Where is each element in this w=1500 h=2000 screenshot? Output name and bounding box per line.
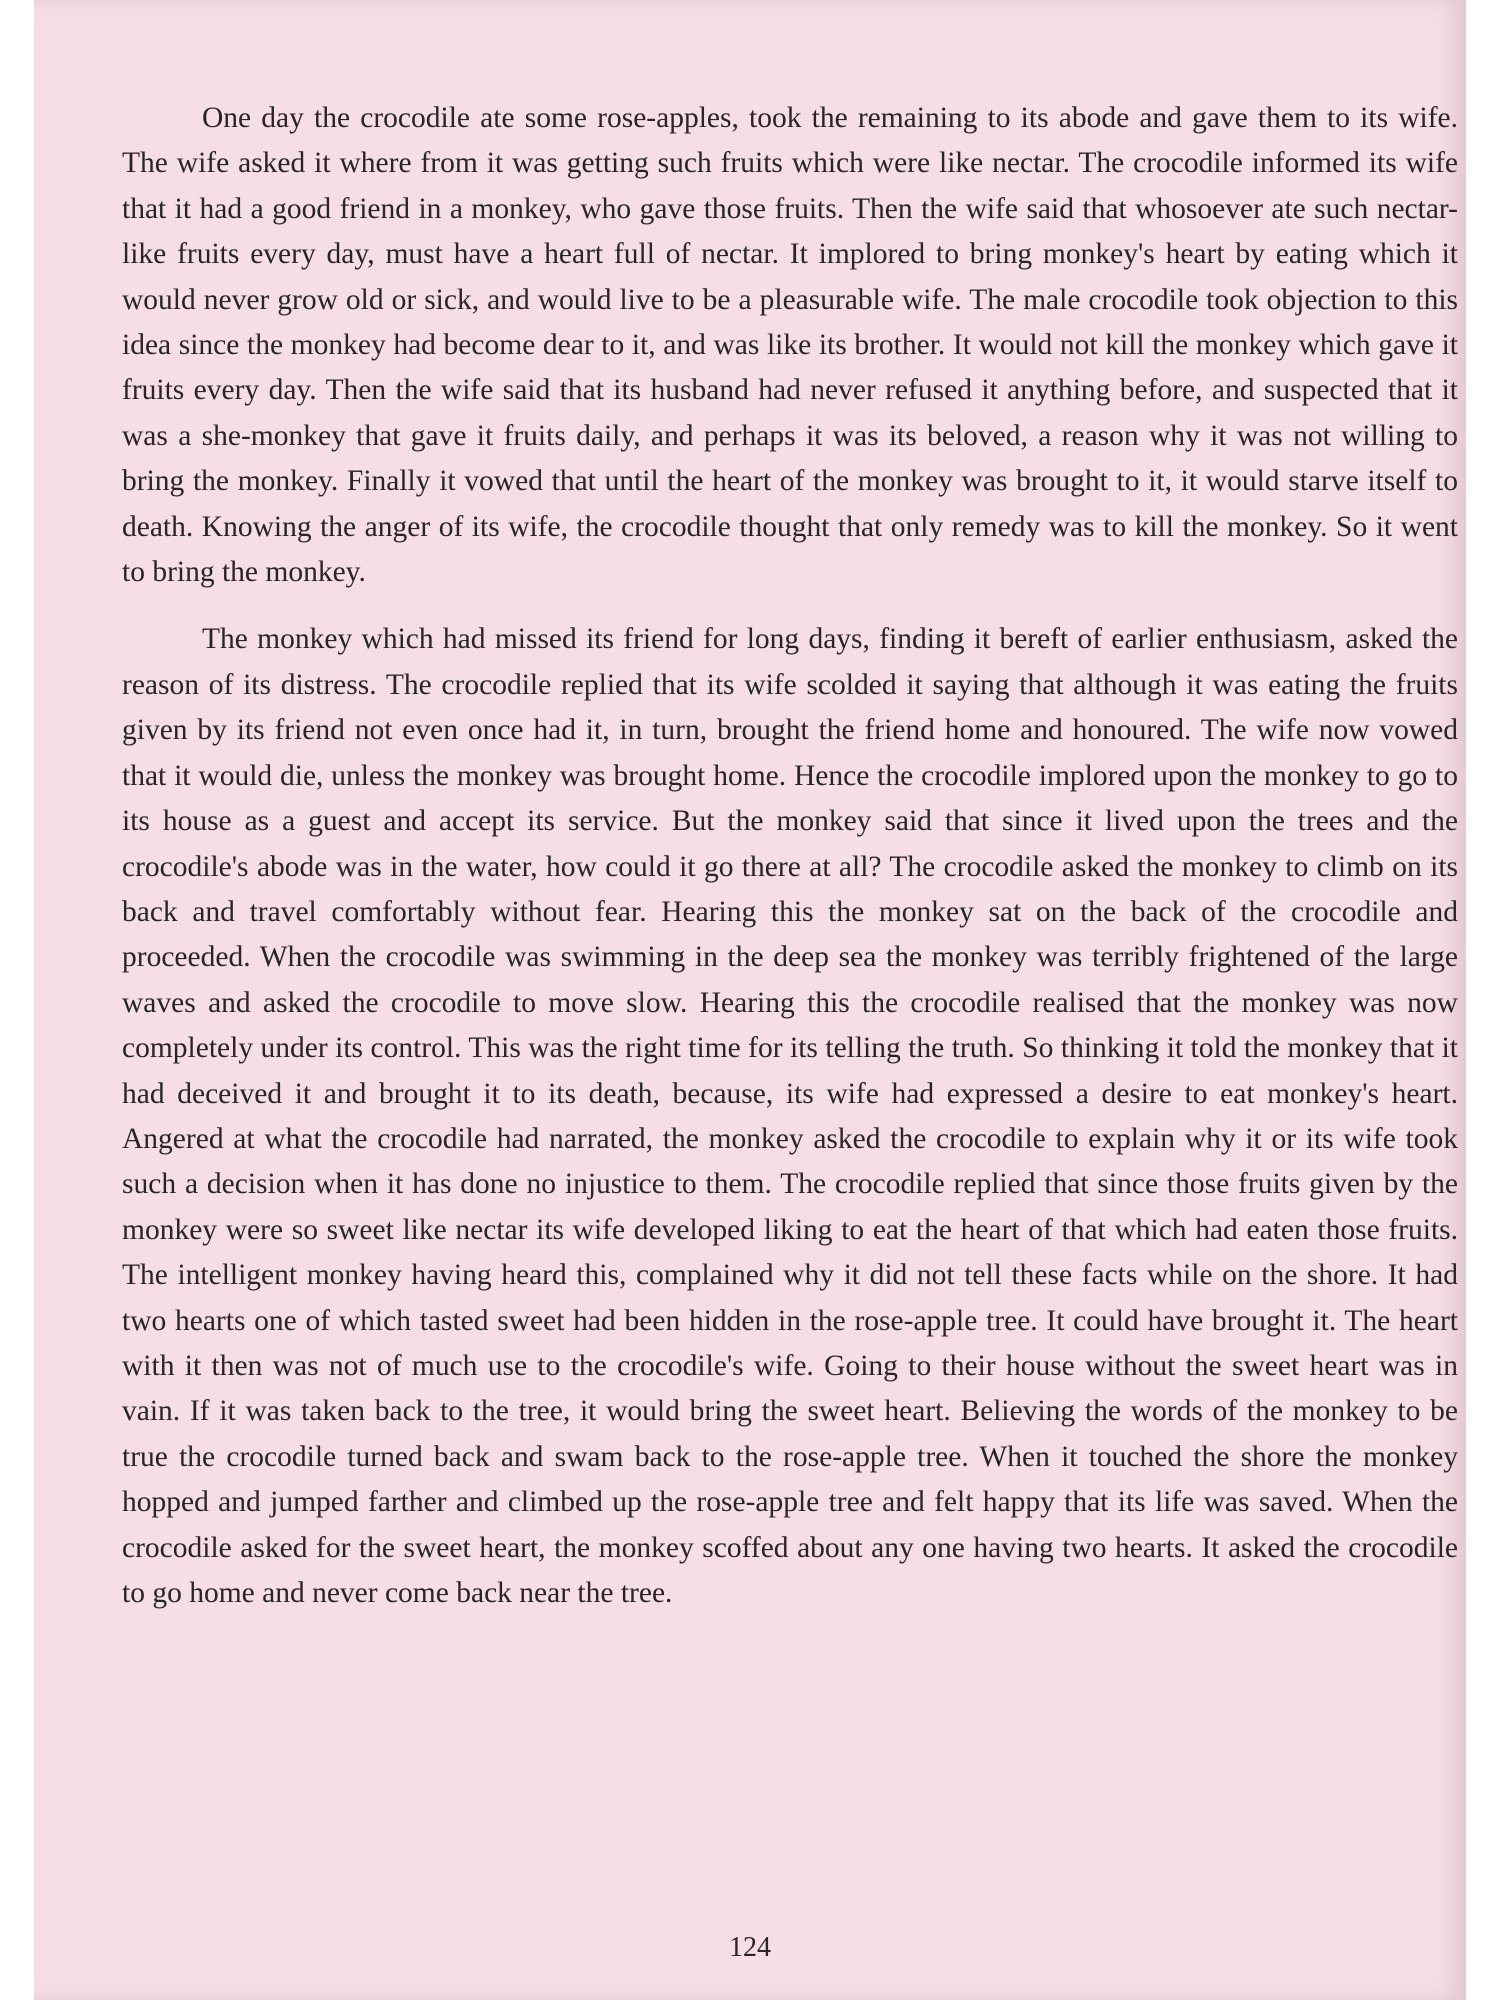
paragraph-2: The monkey which had missed its friend for long days, finding it bereft of earlier enthusiasm, asked the reason of its distress. The crocodile replied that its wife scolded it saying that although it was eating the fruits given by its friend not even once had it, in turn, brought the friend home and honoured. The wife now vowed that it would die, unless the monkey was brought home. Hence the crocodile implored upon the monkey to go to its house as a guest and accept its service. But the monkey said that since it lived upon the trees and the crocodile's abode was in the water, how could it go there at all? The crocodile asked the monkey to climb on its back and travel comfortably without fear. Hearing this the monkey sat on the back of the crocodile and proceeded. When the crocodile was swimming in the deep sea the monkey was terribly frightened of the large waves and asked the crocodile to move slow. Hearing this the crocodile realised that the monkey was now completely under its control. This was the right time for its telling the truth. So thinking it told the monkey that it had deceived it and brought it to its death, because, its wife had expressed a desire to eat monkey's heart. Angered at what the crocodile had narrated, the monkey asked the crocodile to explain why it or its wife took such a decision when it has done no injustice to them. The crocodile replied that since those fruits given by the monkey were so sweet like nectar its wife developed liking to eat the heart of that which had eaten those fruits. The intelligent monkey having heard this, complained why it did not tell these facts while on the shore. It had two hearts one of which tasted sweet had been hidden in the rose-apple tree. It could have brought it. The heart with it then was not of much use to the crocodile's wife. Going to their house without the sweet heart was in vain. If it was taken back to the tree, it would bring the sweet heart. Believing the words of the monkey to be true the crocodile turned back and swam back to the rose-apple tree. When it touched the shore the monkey hopped and jumped farther and climbed up the rose-apple tree and felt happy that its life was saved. When the crocodile asked for the sweet heart, the monkey scoffed about any one having two hearts. It asked the crocodile to go home and never come back near the tree. <box>122 623 1458 1609</box>
paragraph-1: One day the crocodile ate some rose-apples, took the remaining to its abode and gave them to its wife. The wife asked it where from it was getting such fruits which were like nectar. The crocodile informed its wife that it had a good friend in a monkey, who gave those fruits. Then the wife said that whosoever ate such nectar-like fruits every day, must have a heart full of nectar. It implored to bring monkey's heart by eating which it would never grow old or sick, and would live to be a pleasurable wife. The male crocodile took objection to this idea since the monkey had become dear to it, and was like its brother. It would not kill the monkey which gave it fruits every day. Then the wife said that its husband had never refused it anything before, and suspected that it was a she-monkey that gave it fruits daily, and perhaps it was its beloved, a reason why it was not willing to bring the monkey. Finally it vowed that until the heart of the monkey was brought to it, it would starve itself to death. Knowing the anger of its wife, the crocodile thought that only remedy was to kill the monkey. So it went to bring the monkey. <box>122 102 1458 589</box>
page-number: 124 <box>729 1932 771 1963</box>
body-text <box>122 96 1458 1616</box>
book-page <box>34 0 1466 2000</box>
